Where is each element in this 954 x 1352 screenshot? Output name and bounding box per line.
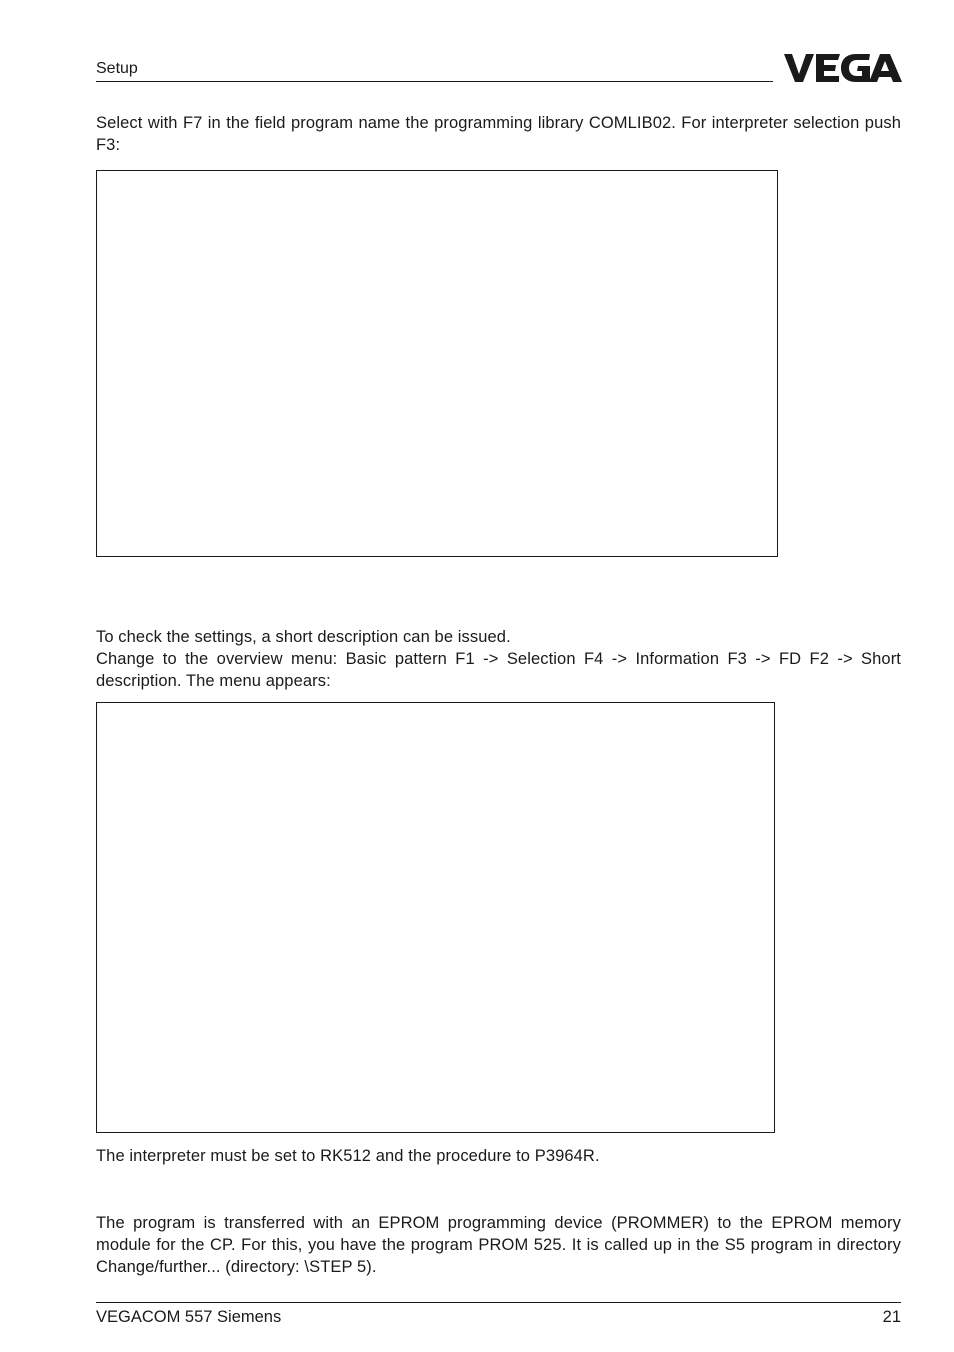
- overview-menu-line: Change to the overview menu: Basic pattern F1 -> Selection F4 -> Information F3 -> FD F2 -> Short description. The menu appears:: [96, 650, 901, 690]
- interpreter-selection-screen-frame: [96, 170, 778, 557]
- header-divider: [96, 81, 773, 82]
- short-description-screen-frame: [96, 702, 775, 1133]
- check-settings-paragraph: [96, 626, 901, 692]
- page-number: 21: [882, 1308, 901, 1326]
- interpreter-note: The interpreter must be set to RK512 and the procedure to P3964R.: [96, 1147, 600, 1165]
- footer-divider: [96, 1302, 901, 1303]
- prommer-paragraph: The program is transferred with an EPROM programming device (PROMMER) to the EPROM memory module for the CP. For this, you have the program PROM 525. It is called up in the S5 program in directory Change/further... (directory: \STEP 5).: [96, 1214, 901, 1276]
- vega-logo: [784, 52, 902, 84]
- section-title: Setup: [96, 60, 138, 77]
- intro-paragraph: Select with F7 in the field program name the programming library COMLIB02. For interpreter selection push F3:: [96, 114, 901, 154]
- footer-document-title: VEGACOM 557 Siemens: [96, 1308, 282, 1326]
- check-settings-line: To check the settings, a short description can be issued.: [96, 628, 511, 646]
